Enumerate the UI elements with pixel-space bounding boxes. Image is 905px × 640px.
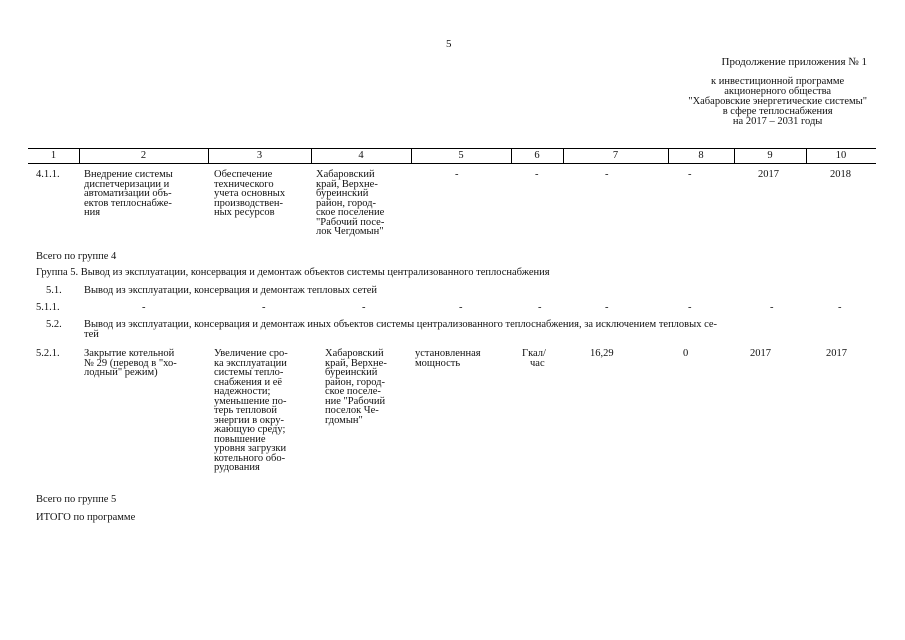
cell-value: -: [838, 302, 842, 313]
group-5-total: Всего по группе 5: [36, 494, 117, 505]
row-number: 5.1.1.: [36, 302, 60, 313]
measure-goal: Обеспечение технического учета основных производствен- ных ресурсов: [214, 169, 286, 218]
measure-name: Внедрение системы диспетчеризации и автоматизации объ- ектов теплоснабже- ния: [84, 169, 173, 218]
cell-value: -: [605, 169, 609, 180]
measure-location: Хабаровский край, Верхне- буреинский район, город- ское поселе- ние "Рабочий поселок Че- гдомын": [325, 348, 387, 426]
cell-value: -: [455, 169, 459, 180]
column-number: 10: [835, 150, 847, 161]
grand-total: ИТОГО по программе: [36, 512, 136, 523]
cell-value: -: [142, 302, 146, 313]
row-number: 4.1.1.: [36, 169, 60, 180]
cell-value: 16,29: [590, 348, 614, 359]
cell-value: -: [262, 302, 266, 313]
cell-value: 2017: [758, 169, 779, 180]
measure-goal: Увеличение сро- ка эксплуатации системы тепло- снабжения и её надежности; уменьшение по- терь тепловой энергии в окру- жающую среду; повышение уровня загрузки котельного обо- рудования: [214, 348, 288, 473]
section-title: Вывод из эксплуатации, консервация и демонтаж тепловых сетей: [84, 285, 377, 296]
continuation-label: Продолжение приложения № 1: [721, 56, 867, 68]
group-5-title: Группа 5. Вывод из эксплуатации, консервация и демонтаж объектов системы централизованного теплоснабжения: [36, 267, 550, 278]
cell-value: -: [362, 302, 366, 313]
header-line: акционерного общества: [724, 86, 832, 97]
column-number: 7: [612, 150, 619, 161]
column-number: 3: [256, 150, 263, 161]
column-number: 2: [140, 150, 147, 161]
cell-value: -: [535, 169, 539, 180]
cell-value: 2018: [830, 169, 851, 180]
measure-name: Закрытие котельной № 29 (перевод в "хо- лодный" режим): [84, 348, 177, 378]
cell-value: -: [605, 302, 609, 313]
appendix-header: [688, 57, 867, 127]
page-number: 5: [446, 38, 452, 50]
cell-value: 0: [683, 348, 689, 359]
cell-value: -: [770, 302, 774, 313]
cell-value: 2017: [750, 348, 771, 359]
column-number: 5: [458, 150, 464, 161]
cell-value: -: [538, 302, 542, 313]
column-number: 1: [50, 150, 57, 161]
column-number: 4: [358, 150, 364, 161]
cell-value: -: [688, 169, 692, 180]
cell-value: -: [688, 302, 692, 313]
section-title: Вывод из эксплуатации, консервация и демонтаж иных объектов системы централизованного теплоснабжения, за исключением тепловых се- тей: [84, 319, 718, 340]
row-number: 5.1.: [46, 285, 62, 296]
header-line: "Хабаровские энергетические системы": [688, 96, 867, 107]
row-number: 5.2.: [46, 319, 62, 330]
column-number: 9: [767, 150, 773, 161]
header-line: к инвестиционной программе: [711, 76, 845, 87]
header-line: в сфере теплоснабжения: [722, 106, 833, 117]
header-line: на 2017 – 2031 годы: [732, 116, 823, 127]
column-number: 8: [698, 150, 704, 161]
table-column-numbers: [28, 148, 876, 164]
row-number: 5.2.1.: [36, 348, 60, 359]
cell-value: -: [459, 302, 463, 313]
group-4-total: Всего по группе 4: [36, 251, 117, 262]
indicator-unit: Гкал/ час: [522, 348, 546, 369]
column-number: 6: [534, 150, 540, 161]
measure-location: Хабаровский край, Верхне- буреинский район, город- ское поселение "Рабочий посе- лок Чегдомын": [316, 169, 385, 237]
cell-value: 2017: [826, 348, 847, 359]
indicator-name: установленная мощность: [415, 348, 481, 369]
